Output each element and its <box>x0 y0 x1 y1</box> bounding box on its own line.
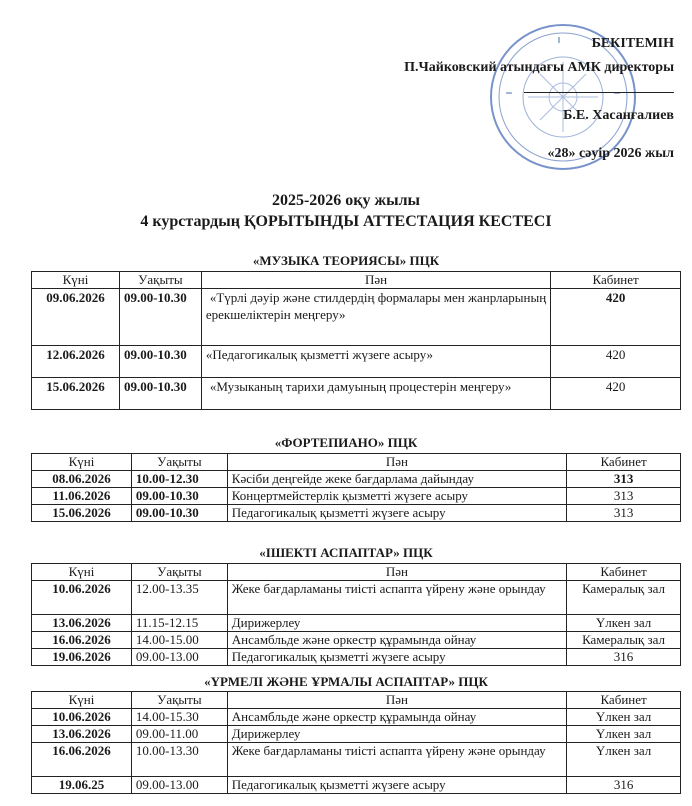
table-row <box>32 346 681 378</box>
cell-date: 16.06.2026 <box>32 743 132 777</box>
section-title-music-theory: «МУЗЫКА ТЕОРИЯСЫ» ПЦК <box>252 253 440 268</box>
table-row <box>32 471 681 488</box>
cell-date: 13.06.2026 <box>32 726 132 743</box>
cell-date: 19.06.25 <box>32 777 132 794</box>
table-row <box>32 615 681 632</box>
col-header-date: Күні <box>32 454 132 471</box>
cell-room: Үлкен зал <box>567 743 681 777</box>
cell-subject: Жеке бағдарламаны тиісті аспапта үйрену және орындау <box>227 743 566 777</box>
cell-date: 16.06.2026 <box>32 632 132 649</box>
cell-time: 09.00-13.00 <box>131 649 227 666</box>
cell-room: Үлкен зал <box>567 726 681 743</box>
col-header-room: Кабинет <box>551 272 681 289</box>
approval-date: «28» сәуір 2026 жыл <box>547 146 674 161</box>
table-row <box>32 488 681 505</box>
col-header-date: Күні <box>32 564 132 581</box>
cell-subject: Дирижерлеу <box>227 615 566 632</box>
cell-room: Камералық зал <box>567 581 681 615</box>
table-row <box>32 505 681 522</box>
table-row <box>32 289 681 346</box>
cell-time: 10.00-12.30 <box>131 471 227 488</box>
section-title-wind-percussion: «ҮРМЕЛІ ЖӘНЕ ҰРМАЛЫ АСПАПТАР» ПЦК <box>204 674 488 689</box>
cell-time: 11.15-12.15 <box>131 615 227 632</box>
schedule-table-strings <box>31 563 681 666</box>
cell-time: 09.00-10.30 <box>119 378 201 410</box>
cell-room: 316 <box>567 649 681 666</box>
table-row <box>32 743 681 777</box>
cell-subject: Концертмейстерлік қызметті жүзеге асыру <box>227 488 566 505</box>
cell-subject: Жеке бағдарламаны тиісті аспапта үйрену және орындау <box>227 581 566 615</box>
col-header-date: Күні <box>32 692 132 709</box>
cell-date: 15.06.2026 <box>32 378 120 410</box>
col-header-subject: Пән <box>227 564 566 581</box>
cell-room: Камералық зал <box>567 632 681 649</box>
cell-room: Үлкен зал <box>567 709 681 726</box>
table-row <box>32 632 681 649</box>
cell-subject: «Түрлі дәуір және стилдердің формалары мен жанрларының ерекшеліктерін меңгеру» <box>201 289 550 346</box>
table-row <box>32 581 681 615</box>
cell-subject: Дирижерлеу <box>227 726 566 743</box>
cell-subject: Ансамбльде және оркестр құрамында ойнау <box>227 709 566 726</box>
col-header-time: Уақыты <box>131 692 227 709</box>
schedule-table-music-theory <box>31 271 681 410</box>
cell-time: 09.00-10.30 <box>131 488 227 505</box>
table-row <box>32 649 681 666</box>
cell-time: 09.00-13.00 <box>131 777 227 794</box>
col-header-date: Күні <box>32 272 120 289</box>
schedule-table-piano <box>31 453 681 522</box>
schedule-table-wind-percussion <box>31 691 681 794</box>
cell-date: 10.06.2026 <box>32 709 132 726</box>
cell-subject: «Музыканың тарихи дамуының процестерін меңгеру» <box>201 378 550 410</box>
cell-room: Үлкен зал <box>567 615 681 632</box>
table-row <box>32 726 681 743</box>
cell-date: 19.06.2026 <box>32 649 132 666</box>
cell-room: 420 <box>551 346 681 378</box>
cell-date: 08.06.2026 <box>32 471 132 488</box>
approval-signature-line <box>404 80 674 104</box>
cell-time: 09.00-10.30 <box>119 289 201 346</box>
cell-time: 10.00-13.30 <box>131 743 227 777</box>
cell-time: 12.00-13.35 <box>131 581 227 615</box>
col-header-subject: Пән <box>201 272 550 289</box>
cell-time: 14.00-15.00 <box>131 632 227 649</box>
cell-subject: «Педагогикалық қызметті жүзеге асыру» <box>201 346 550 378</box>
cell-room: 313 <box>567 488 681 505</box>
col-header-time: Уақыты <box>131 564 227 581</box>
cell-time: 09.00-10.30 <box>131 505 227 522</box>
cell-date: 12.06.2026 <box>32 346 120 378</box>
col-header-room: Кабинет <box>567 692 681 709</box>
cell-room: 420 <box>551 378 681 410</box>
cell-room: 313 <box>567 505 681 522</box>
section-title-piano: «ФОРТЕПИАНО» ПЦК <box>274 435 418 450</box>
cell-date: 11.06.2026 <box>32 488 132 505</box>
cell-room: 316 <box>567 777 681 794</box>
col-header-subject: Пән <box>227 692 566 709</box>
cell-subject: Педагогикалық қызметті жүзеге асыру <box>227 777 566 794</box>
cell-time: 09.00-11.00 <box>131 726 227 743</box>
cell-room: 313 <box>567 471 681 488</box>
cell-time: 14.00-15.30 <box>131 709 227 726</box>
cell-subject: Ансамбльде және оркестр құрамында ойнау <box>227 632 566 649</box>
cell-subject: Педагогикалық қызметті жүзеге асыру <box>227 649 566 666</box>
approval-title: БЕКІТЕМІН <box>591 36 674 51</box>
cell-room: 420 <box>551 289 681 346</box>
cell-subject: Кәсіби деңгейде жеке бағдарлама дайындау <box>227 471 566 488</box>
cell-date: 09.06.2026 <box>32 289 120 346</box>
col-header-subject: Пән <box>227 454 566 471</box>
section-title-strings: «ІШЕКТІ АСПАПТАР» ПЦК <box>259 545 433 560</box>
cell-date: 13.06.2026 <box>32 615 132 632</box>
academic-year: 2025-2026 оқу жылы <box>271 192 421 209</box>
col-header-time: Уақыты <box>119 272 201 289</box>
col-header-room: Кабинет <box>567 564 681 581</box>
cell-time: 09.00-10.30 <box>119 346 201 378</box>
cell-subject: Педагогикалық қызметті жүзеге асыру <box>227 505 566 522</box>
table-row <box>32 378 681 410</box>
cell-date: 10.06.2026 <box>32 581 132 615</box>
document-heading <box>0 190 692 232</box>
cell-date: 15.06.2026 <box>32 505 132 522</box>
table-row <box>32 709 681 726</box>
table-row <box>32 777 681 794</box>
approval-block <box>404 8 674 166</box>
approval-director-name: Б.Е. Хасанғалиев <box>563 108 674 123</box>
col-header-room: Кабинет <box>567 454 681 471</box>
col-header-time: Уақыты <box>131 454 227 471</box>
document-title: 4 курстардың ҚОРЫТЫНДЫ АТТЕСТАЦИЯ КЕСТЕСІ <box>140 213 552 230</box>
approval-director-line: П.Чайковский атындағы АМК директоры <box>404 60 674 75</box>
